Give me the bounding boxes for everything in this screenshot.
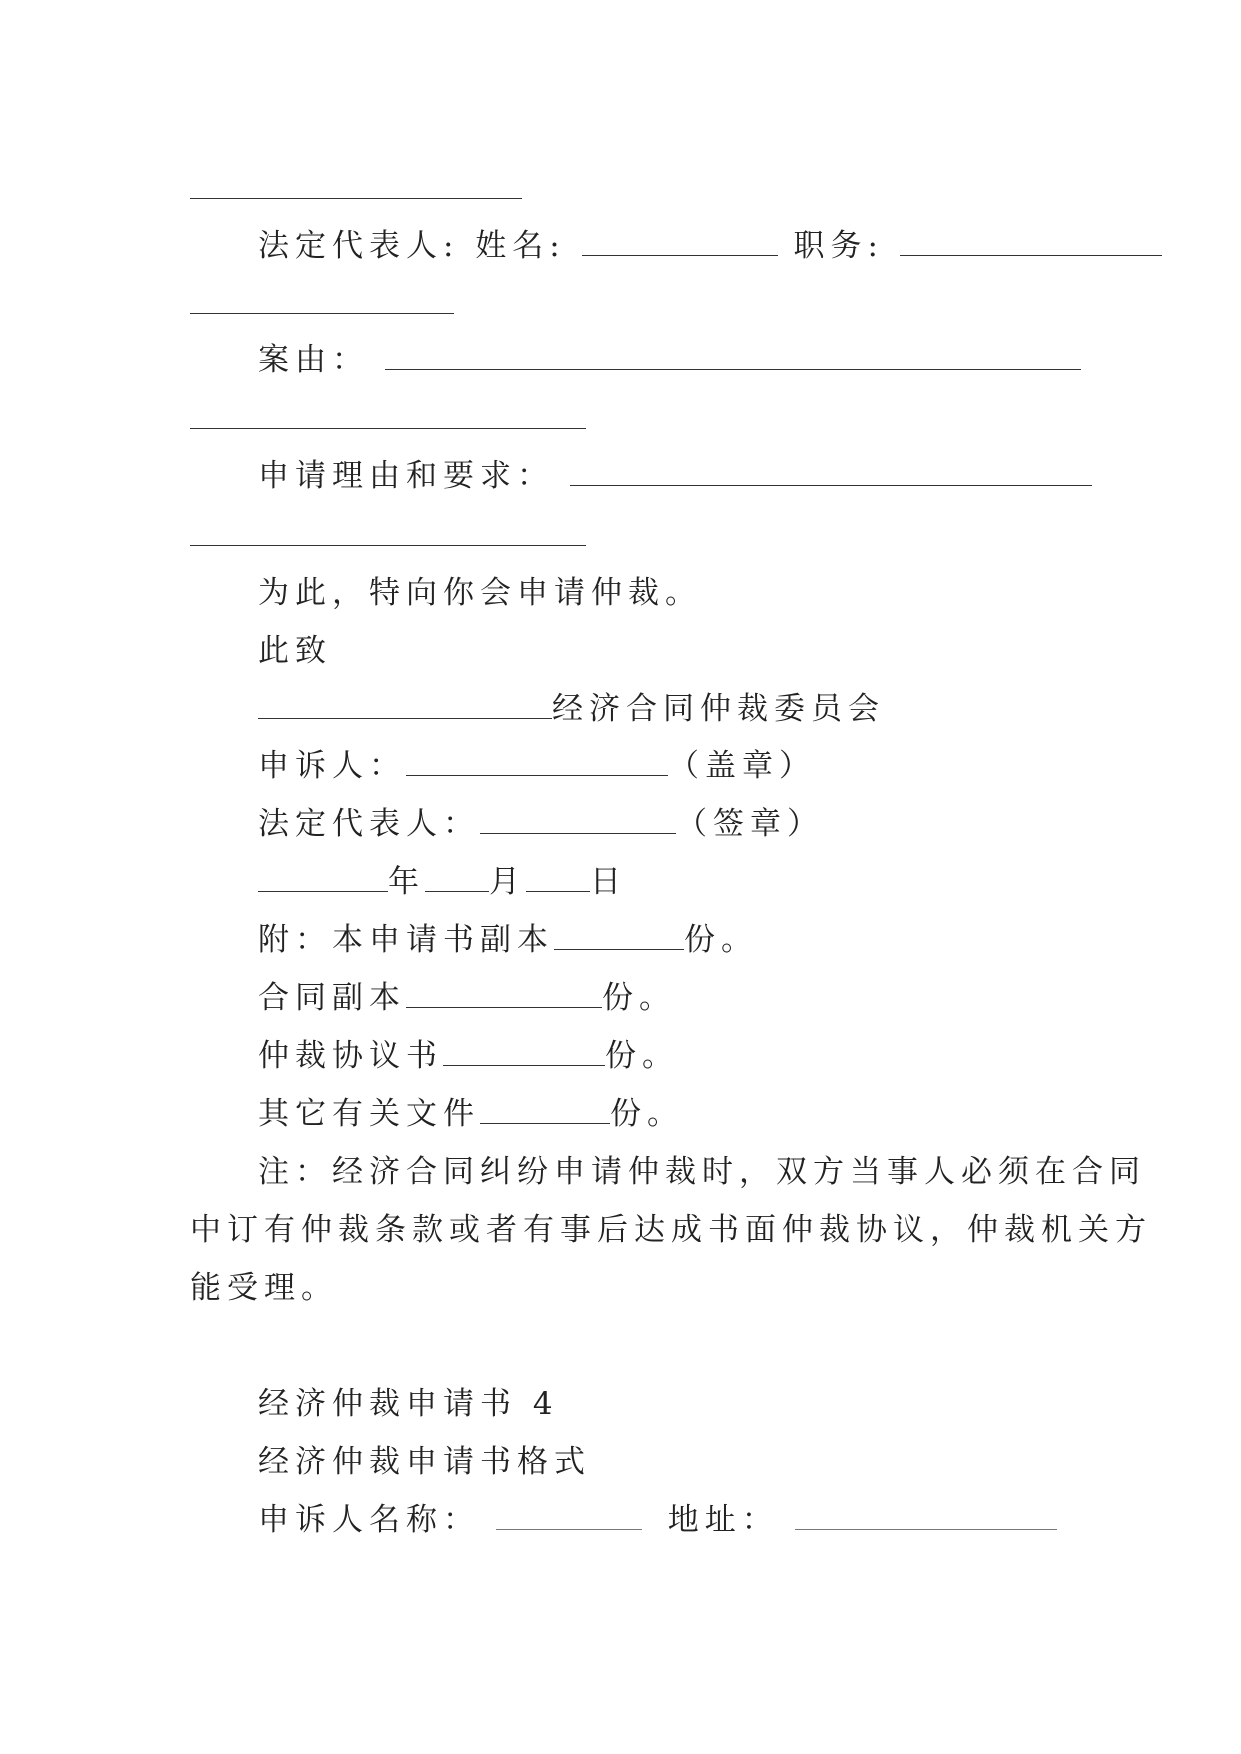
- copies-label: 份。: [684, 922, 758, 958]
- case-cause-blank: [385, 341, 1081, 370]
- contract-copy-row: [258, 978, 676, 1018]
- blank-line: [190, 545, 586, 546]
- month-label: 月: [489, 864, 526, 900]
- agreement-row: [258, 1036, 679, 1076]
- committee-row: [258, 689, 885, 729]
- section-title: 经济仲裁申请书 4: [258, 1386, 559, 1422]
- reasons-blank: [570, 457, 1092, 486]
- copies-label: 份。: [602, 980, 676, 1016]
- note-line-1: 注：经济合同纠纷申请仲裁时，双方当事人必须在合同: [258, 1154, 1146, 1190]
- contract-copy-label: 合同副本: [258, 980, 406, 1016]
- legal-rep-row: [258, 804, 824, 844]
- address-label: 地址：: [667, 1502, 779, 1538]
- date-row: [258, 862, 627, 902]
- day-blank: [526, 863, 590, 892]
- case-cause-label: 案由：: [258, 342, 369, 378]
- contract-copy-blank: [406, 979, 602, 1008]
- agreement-label: 仲裁协议书: [258, 1038, 443, 1074]
- to-text: 此致: [258, 633, 332, 669]
- legal-rep-name-label: 法定代表人: 姓名:: [258, 228, 566, 264]
- note-line-3: 能受理。: [190, 1270, 338, 1306]
- copies-label: 份。: [605, 1038, 679, 1074]
- legal-rep-name-row: [258, 226, 1162, 266]
- seal-label: （盖章）: [668, 748, 816, 784]
- name-blank: [582, 227, 778, 256]
- address-blank: [795, 1501, 1057, 1530]
- applicant-blank: [406, 747, 668, 776]
- section-subtitle: 经济仲裁申请书格式: [258, 1444, 591, 1480]
- blank-line: [190, 428, 586, 429]
- blank-line: [190, 198, 522, 199]
- position-label: 职务:: [793, 228, 884, 264]
- reasons-row: [258, 456, 1092, 496]
- case-cause-row: [258, 340, 1081, 380]
- legal-rep-label: 法定代表人：: [258, 806, 480, 842]
- attach-label: 附：本申请书副本: [258, 922, 554, 958]
- hereby-text: 为此，特向你会申请仲裁。: [258, 575, 702, 611]
- day-label: 日: [590, 864, 627, 900]
- year-blank: [258, 863, 388, 892]
- copies-label: 份。: [610, 1096, 684, 1132]
- other-docs-row: [258, 1094, 684, 1134]
- other-docs-blank: [480, 1095, 610, 1124]
- position-blank: [900, 227, 1162, 256]
- legal-rep-blank: [480, 805, 676, 834]
- month-blank: [425, 863, 489, 892]
- applicant-name-row: [258, 1500, 1057, 1540]
- agreement-blank: [443, 1037, 605, 1066]
- applicant-row: [258, 746, 816, 786]
- attach-row: [258, 920, 758, 960]
- blank-line: [190, 313, 454, 314]
- reasons-label: 申请理由和要求：: [258, 458, 554, 494]
- sign-label: （签章）: [676, 806, 824, 842]
- applicant-label: 申诉人：: [258, 748, 406, 784]
- year-label: 年: [388, 864, 425, 900]
- other-docs-label: 其它有关文件: [258, 1096, 480, 1132]
- applicant-name-blank: [496, 1501, 642, 1530]
- committee-blank: [258, 690, 552, 719]
- applicant-name-label: 申诉人名称：: [258, 1502, 480, 1538]
- note-line-2: 中订有仲裁条款或者有事后达成书面仲裁协议，仲裁机关方: [190, 1212, 1152, 1248]
- committee-label: 经济合同仲裁委员会: [552, 691, 885, 727]
- attach-blank: [554, 921, 684, 950]
